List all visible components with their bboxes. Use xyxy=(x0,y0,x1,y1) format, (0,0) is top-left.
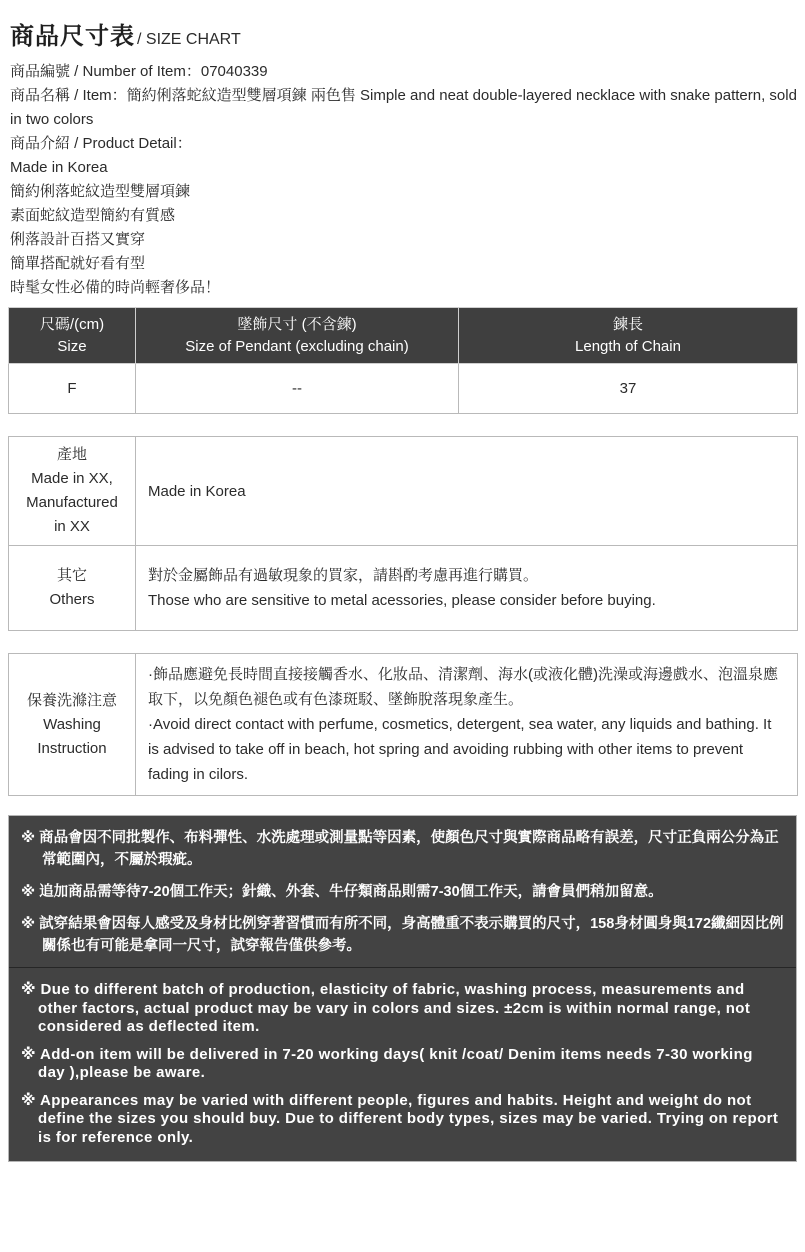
product-detail-line: 時髦女性必備的時尚輕奢侈品！ xyxy=(10,279,221,296)
size-value: F xyxy=(9,364,136,414)
note-zh: ※ 追加商品需等待7-20個工作天；針織、外套、牛仔類商品則需7-30個工作天，請會員們稍加留意。 xyxy=(21,884,663,900)
others-label-zh: 其它 xyxy=(56,567,87,584)
washing-label-zh: 保養洗滌注意 xyxy=(26,691,117,709)
washing-instruction-table xyxy=(8,653,798,796)
others-label-en: Others xyxy=(49,591,95,608)
washing-row xyxy=(9,654,798,796)
chain-length-value: 37 xyxy=(459,364,798,414)
origin-value: Made in Korea xyxy=(136,437,798,546)
note-zh: ※ 商品會因不同批製作、布料彈性、水洗處理或測量點等因素，使顏色尺寸與實際商品略有誤差，尺寸正負兩公分為正常範圍內，不屬於瑕疵。 xyxy=(21,830,779,868)
page-title xyxy=(10,16,797,51)
product-detail-line: Made in Korea xyxy=(10,159,108,176)
header-pendant-zh: 墜飾尺寸 (不含鍊) xyxy=(237,315,357,333)
origin-row xyxy=(9,437,798,546)
others-value-en: Those who are sensitive to metal acessories, please consider before buying. xyxy=(148,592,656,609)
others-value xyxy=(136,546,798,631)
header-chain-en: Length of Chain xyxy=(575,337,681,355)
header-size-en: Size xyxy=(57,337,87,355)
size-table-header-size xyxy=(9,308,136,364)
size-table-header-chain xyxy=(459,308,798,364)
notes-en-section xyxy=(9,968,796,1161)
others-value-zh: 對於金屬飾品有過敏現象的買家，請斟酌考慮再進行購買。 xyxy=(148,567,539,584)
product-detail-line: 俐落設計百搭又實穿 xyxy=(10,231,146,248)
washing-label xyxy=(9,654,136,796)
origin-label-zh: 產地 xyxy=(56,446,87,463)
origin-label-en-1: Made in XX, xyxy=(31,470,113,487)
origin-others-table xyxy=(8,436,798,631)
washing-label-en-1: Washing xyxy=(43,715,101,733)
washing-value xyxy=(136,654,798,796)
header-pendant-en: Size of Pendant (excluding chain) xyxy=(185,337,409,355)
origin-label-en-3: in XX xyxy=(54,518,90,535)
item-name-line: 商品名稱 / Item：簡約俐落蛇紋造型雙層項鍊 兩色售 Simple and neat double-layered necklace with snake pattern, sold in two colors xyxy=(10,87,797,128)
others-row xyxy=(9,546,798,631)
notes-zh-section xyxy=(9,816,796,967)
pendant-size-value: -- xyxy=(136,364,459,414)
product-info xyxy=(10,60,797,300)
note-en: ※ Add-on item will be delivered in 7-20 working days( knit /coat/ Denim items needs 7-30 working day ),please be aware. xyxy=(21,1045,753,1081)
size-table-data-row xyxy=(9,364,798,414)
product-detail-line: 簡約俐落蛇紋造型雙層項鍊 xyxy=(10,183,191,200)
note-en: ※ Due to different batch of production, elasticity of fabric, washing process, measurements and other factors, actual product may be vary in colors and sizes. ±2cm is within normal range, not considered as deflected item. xyxy=(21,981,751,1035)
size-chart-table xyxy=(8,307,798,414)
origin-label-en-2: Manufactured xyxy=(26,494,118,511)
notes-box xyxy=(8,815,797,1162)
product-detail-heading: 商品介紹 / Product Detail： xyxy=(10,135,192,152)
item-number-line: 商品編號 / Number of Item：07040339 xyxy=(10,63,268,80)
origin-label xyxy=(9,437,136,546)
header-size-zh: 尺碼/(cm) xyxy=(39,315,105,333)
note-en: ※ Appearances may be varied with different people, figures and habits. Height and weight do not define the sizes you should buy. Due to different body types, sizes may be varied. Trying on report is for reference only. xyxy=(21,1091,779,1146)
size-table-header-pendant xyxy=(136,308,459,364)
washing-label-en-2: Instruction xyxy=(37,739,107,757)
product-detail-line: 簡單搭配就好看有型 xyxy=(10,255,146,272)
washing-value-zh: ·飾品應避免長時間直接接觸香水、化妝品、清潔劑、海水(或液化體)洗澡或海邊戲水、泡溫泉應取下，以免顏色褪色或有色漆斑駁、墜飾脫落現象產生。 xyxy=(148,666,778,708)
page-title-en: / SIZE CHART xyxy=(137,31,241,48)
size-table-header-row xyxy=(9,308,798,364)
others-label xyxy=(9,546,136,631)
header-chain-zh: 鍊長 xyxy=(612,315,643,333)
product-detail-line: 素面蛇紋造型簡約有質感 xyxy=(10,207,176,224)
page-title-zh: 商品尺寸表 xyxy=(10,23,135,50)
size-chart-page xyxy=(8,16,797,1162)
washing-value-en: ·Avoid direct contact with perfume, cosmetics, detergent, sea water, any liquids and bathing. It is advised to take off in beach, hot spring and avoiding rubbing with other items to prevent fading in cilors. xyxy=(148,716,772,783)
note-zh: ※ 試穿結果會因每人感受及身材比例穿著習慣而有所不同，身高體重不表示購買的尺寸，158身材圓身與172纖細因比例關係也有可能是拿同一尺寸，試穿報告僅供參考。 xyxy=(21,916,784,954)
